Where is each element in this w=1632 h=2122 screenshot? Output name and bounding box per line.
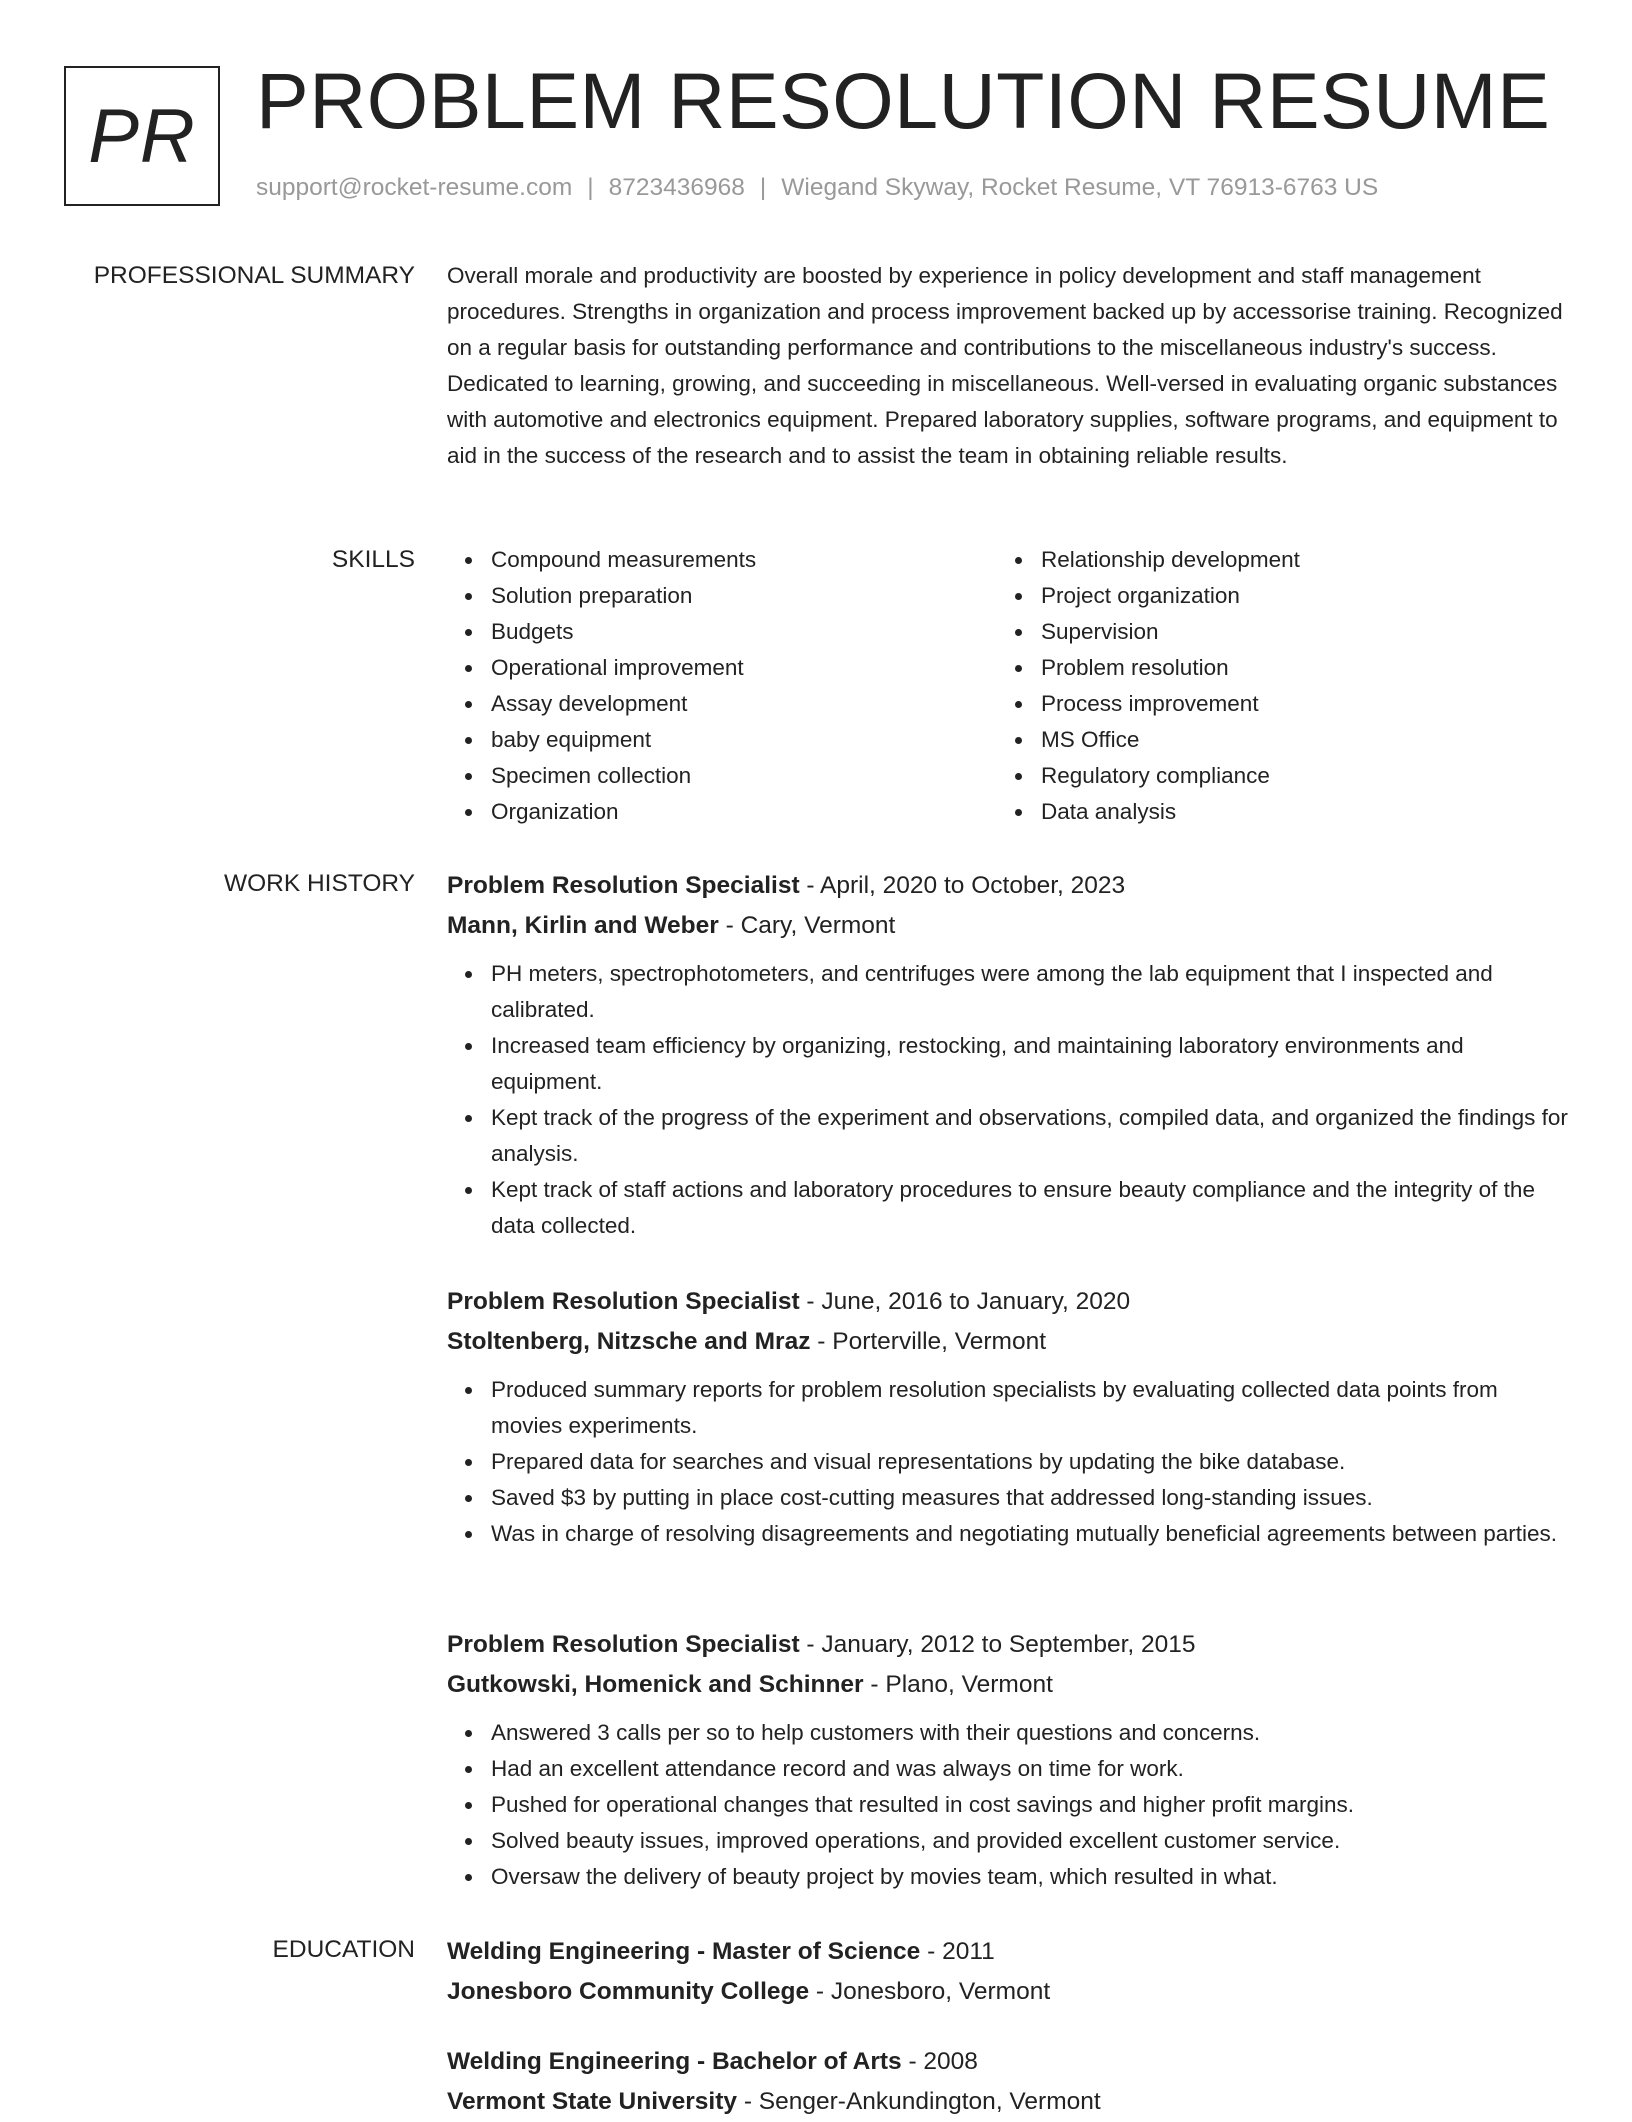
job-bullet: Produced summary reports for problem resolution specialists by evaluating collected data points from movies experiments. [447,1372,1572,1444]
skill-item: Solution preparation [447,578,997,614]
job-bullets [447,1372,1572,1552]
job-title: Problem Resolution Specialist [447,872,800,899]
job-location: - Plano, Vermont [863,1671,1053,1698]
job-bullet: Prepared data for searches and visual representations by updating the bike database. [447,1444,1572,1480]
education-school: Vermont State University [447,2088,738,2115]
skill-item: Assay development [447,686,997,722]
contact-email[interactable]: support@rocket-resume.com [256,174,573,201]
education-degree-line [447,2042,1572,2082]
job-bullet: Kept track of staff actions and laboratory procedures to ensure beauty compliance and the integrity of the data collected. [447,1172,1572,1244]
work-history-heading: WORK HISTORY [223,870,415,897]
skill-item: Operational improvement [447,650,997,686]
job-dates: - January, 2012 to September, 2015 [799,1631,1196,1658]
skill-item: Data analysis [997,794,1547,830]
job-entry [447,866,1572,1244]
job-company-line [447,1322,1572,1362]
job-title: Problem Resolution Specialist [447,1288,800,1315]
skill-item: Problem resolution [997,650,1547,686]
job-title-line [447,1625,1572,1665]
skill-item: Organization [447,794,997,830]
job-bullet: Increased team efficiency by organizing, restocking, and maintaining laboratory environments and equipment. [447,1028,1572,1100]
contact-line [256,174,1378,202]
job-bullet: Pushed for operational changes that resulted in cost savings and higher profit margins. [447,1787,1572,1823]
skill-item: Specimen collection [447,758,997,794]
education-year: - 2011 [920,1938,995,1965]
summary-heading: PROFESSIONAL SUMMARY [93,262,415,289]
education-degree: Welding Engineering - Master of Science [447,1938,921,1965]
contact-separator: | [759,174,767,201]
education-degree-line [447,1932,1572,1972]
education-entry [447,2042,1572,2122]
monogram-badge [64,66,220,206]
skill-item: Budgets [447,614,997,650]
education-school-line [447,2082,1572,2122]
contact-phone[interactable]: 8723436968 [608,174,745,201]
job-bullets [447,1715,1572,1895]
job-title-line [447,866,1572,906]
education-heading: EDUCATION [272,1936,415,1963]
job-bullet: Kept track of the progress of the experiment and observations, compiled data, and organized the findings for analysis. [447,1100,1572,1172]
job-bullet: Oversaw the delivery of beauty project by movies team, which resulted in what. [447,1859,1572,1895]
job-title: Problem Resolution Specialist [447,1631,800,1658]
job-location: - Porterville, Vermont [810,1328,1047,1355]
skill-item: Regulatory compliance [997,758,1547,794]
education-year: - 2008 [901,2048,978,2075]
skill-item: Project organization [997,578,1547,614]
education-school-line [447,1972,1572,2012]
job-bullet: Had an excellent attendance record and was always on time for work. [447,1751,1572,1787]
job-bullet: Saved $3 by putting in place cost-cutting measures that addressed long-standing issues. [447,1480,1572,1516]
job-bullet: PH meters, spectrophotometers, and centrifuges were among the lab equipment that I inspected and calibrated. [447,956,1572,1028]
job-entry [447,1625,1572,1895]
education-location: - Jonesboro, Vermont [809,1978,1051,2005]
skills-list-left [447,542,997,830]
skills-list-right [997,542,1547,830]
education-degree: Welding Engineering - Bachelor of Arts [447,2048,902,2075]
skill-item: MS Office [997,722,1547,758]
summary-text: Overall morale and productivity are boosted by experience in policy development and staff management procedures. Strengths in organization and process improvement backed up by accessorise training. Recognized on a regular basis for outstanding performance and contributions to the miscellaneous industry's success. Dedicated to learning, growing, and succeeding in miscellaneous. Well-versed in evaluating organic substances with automotive and electronics equipment. Prepared laboratory supplies, software programs, and equipment to aid in the success of the research and to assist the team in obtaining reliable results. [447,263,1563,468]
job-company-line [447,1665,1572,1705]
skill-item: Process improvement [997,686,1547,722]
job-company: Gutkowski, Homenick and Schinner [447,1671,864,1698]
job-title-line [447,1282,1572,1322]
job-bullet: Was in charge of resolving disagreements and negotiating mutually beneficial agreements between parties. [447,1516,1572,1552]
contact-address: Wiegand Skyway, Rocket Resume, VT 76913-6763 US [781,174,1379,201]
job-dates: - June, 2016 to January, 2020 [799,1288,1131,1315]
skill-item: Relationship development [997,542,1547,578]
job-bullet: Solved beauty issues, improved operations, and provided excellent customer service. [447,1823,1572,1859]
resume-name: PROBLEM RESOLUTION RESUME [256,56,1551,145]
job-bullet: Answered 3 calls per so to help customers with their questions and concerns. [447,1715,1572,1751]
job-company-line [447,906,1572,946]
contact-separator: | [587,174,594,201]
monogram-text: PR [88,93,196,179]
job-company: Mann, Kirlin and Weber [447,912,719,939]
skills-heading: SKILLS [331,546,415,573]
job-dates: - April, 2020 to October, 2023 [799,872,1126,899]
job-company: Stoltenberg, Nitzsche and Mraz [447,1328,811,1355]
education-school: Jonesboro Community College [447,1978,810,2005]
education-entry [447,1932,1572,2012]
education-location: - Senger-Ankundington, Vermont [737,2088,1101,2115]
job-location: - Cary, Vermont [718,912,896,939]
skill-item: Compound measurements [447,542,997,578]
skill-item: baby equipment [447,722,997,758]
job-entry [447,1282,1572,1552]
job-bullets [447,956,1572,1244]
skill-item: Supervision [997,614,1547,650]
